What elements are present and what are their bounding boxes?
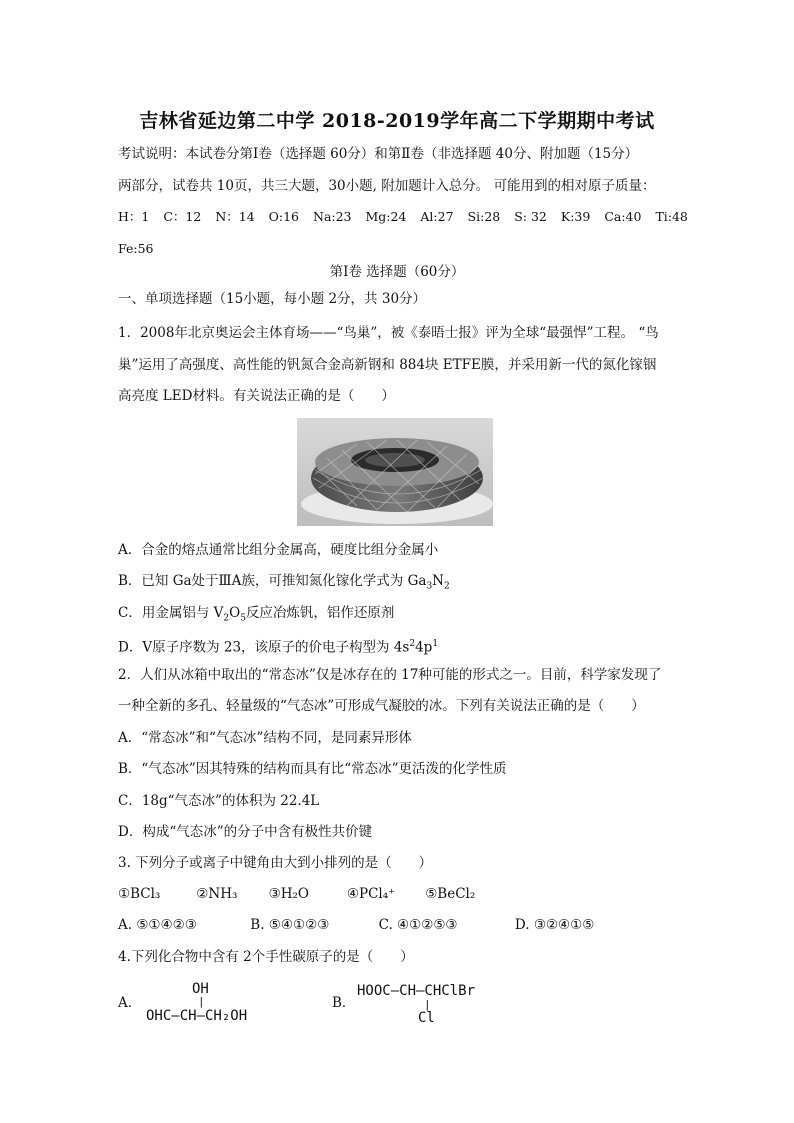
mass-c: C：12 — [163, 209, 202, 224]
instructions-line-2: 两部分，试卷共 10页，共三大题，30小题, 附加题计入总分。 可能用到的相对原子质量： — [118, 178, 656, 194]
q1-d-mid: 4p — [415, 639, 433, 656]
atomic-masses — [118, 208, 688, 226]
q2-stem-line-1: 2．人们从冰箱中取出的“常态冰”仅是冰存在的 17种可能的形式之一。目前，科学家发现了 — [118, 667, 662, 683]
q2-option-a: A．“常态冰”和“气态冰”结构不同，是同素异形体 — [118, 730, 412, 746]
q3-items — [118, 885, 475, 903]
q3-option-c: C. ④①②⑤③ — [378, 917, 458, 933]
q3-item-3: ③H₂O — [268, 886, 309, 902]
instructions-line-1: 考试说明：本试卷分第Ⅰ卷（选择题 60分）和第Ⅱ卷（非选择题 40分、附加题（15分） — [118, 146, 639, 162]
exam-title: 吉林省延边第二中学 2018-2019学年高二下学期期中考试 — [139, 110, 655, 132]
q1-stem-line-3: 高亮度 LED材料。有关说法正确的是（ ） — [118, 388, 395, 404]
q1-b-sub-1: 3 — [426, 581, 433, 592]
mass-k: K:39 — [560, 209, 591, 224]
q2-option-b: B．“气态冰”因其特殊的结构而具有比“常态冰”更活泼的化学性质 — [118, 761, 507, 777]
q1-c-sub-2: 5 — [240, 613, 246, 624]
q3-item-4: ④PCl₄⁺ — [346, 886, 396, 902]
q2-stem-line-2: 一种全新的多孔、轻量级的“气态冰”可形成气凝胶的冰。下列有关说法正确的是（ ） — [118, 698, 645, 714]
q3-option-d: D. ③②④①⑤ — [514, 917, 595, 933]
mass-fe: Fe:56 — [118, 241, 154, 256]
part-header: 一、单项选择题（15小题，每小题 2分，共 30分） — [118, 291, 427, 307]
mass-o: O:16 — [268, 209, 300, 224]
q1-b-mid: N — [432, 573, 444, 589]
q1-c-mid: O — [229, 605, 241, 621]
q1-option-b — [118, 572, 450, 596]
q4-a-formula: OHC—CH—CH₂OH — [146, 1008, 248, 1024]
q1-option-c — [118, 604, 394, 628]
mass-ca: Ca:40 — [604, 209, 642, 224]
birds-nest-stadium-photo — [297, 418, 493, 526]
q3-item-5: ⑤BeCl₂ — [425, 886, 476, 902]
q1-d-sup-2: 1 — [432, 639, 439, 649]
q3-option-a: A. ⑤①④②③ — [118, 917, 197, 933]
mass-si: Si:28 — [467, 209, 501, 224]
q1-stem-line-1: 1．2008年北京奥运会主体育场——“鸟巢”，被《泰晤士报》评为全球“最强悍”工程。 “鸟 — [118, 325, 659, 341]
q3-options — [118, 916, 594, 934]
mass-al: Al:27 — [420, 209, 454, 224]
mass-ti: Ti:48 — [655, 209, 688, 224]
q3-item-1: ①BCl₃ — [118, 886, 161, 902]
mass-mg: Mg:24 — [365, 209, 407, 224]
q1-c-post: 反应冶炼钒，铝作还原剂 — [245, 605, 395, 621]
q4-option-b-label: B． — [332, 995, 356, 1011]
q1-option-d-text: D．V原子序数为 23，该原子的价电子构型为 4s — [118, 639, 410, 656]
q4-b-cl: Cl — [418, 1010, 435, 1026]
section-header: 第Ⅰ卷 选择题（60分） — [329, 264, 465, 280]
q2-option-d: D．构成“气态冰”的分子中含有极性共价键 — [118, 824, 373, 840]
q1-d-sup-1: 2 — [409, 639, 416, 649]
mass-h: H：1 — [118, 209, 150, 224]
q4-a-bond: | — [198, 995, 205, 1008]
q4-stem: 4.下列化合物中含有 2个手性碳原子的是（ ） — [118, 949, 414, 965]
q3-option-b: B. ⑤④①②③ — [250, 917, 330, 933]
q3-stem: 3. 下列分子或离子中键角由大到小排列的是（ ） — [118, 855, 433, 871]
q3-item-2: ②NH₃ — [196, 886, 238, 902]
mass-na: Na:23 — [313, 209, 352, 224]
q1-c-sub-1: 2 — [223, 613, 230, 624]
q4-b-bond: | — [424, 998, 431, 1011]
mass-s: S: 32 — [514, 209, 547, 224]
q1-b-sub-2: 2 — [443, 581, 450, 592]
q1-option-a: A．合金的熔点通常比组分金属高，硬度比组分金属小 — [118, 542, 439, 558]
q2-option-c: C．18g“气态冰”的体积为 22.4L — [118, 793, 320, 809]
q1-option-d — [118, 635, 438, 657]
q1-option-b-text: B．已知 Ga处于ⅢA族，可推知氮化镓化学式为 Ga — [118, 573, 427, 589]
mass-n: N：14 — [215, 209, 255, 224]
q1-stem-line-2: 巢”运用了高强度、高性能的钒氮合金高新钢和 884块 ETFE膜，并采用新一代的氮化镓铟 — [118, 357, 657, 373]
q4-b-formula: HOOC—CH—CHClBr — [357, 983, 476, 999]
q4-a-oh-top: OH — [192, 981, 209, 997]
q1-option-c-text: C．用金属铝与 V — [118, 605, 224, 621]
q4-option-a-label: A． — [118, 995, 142, 1011]
